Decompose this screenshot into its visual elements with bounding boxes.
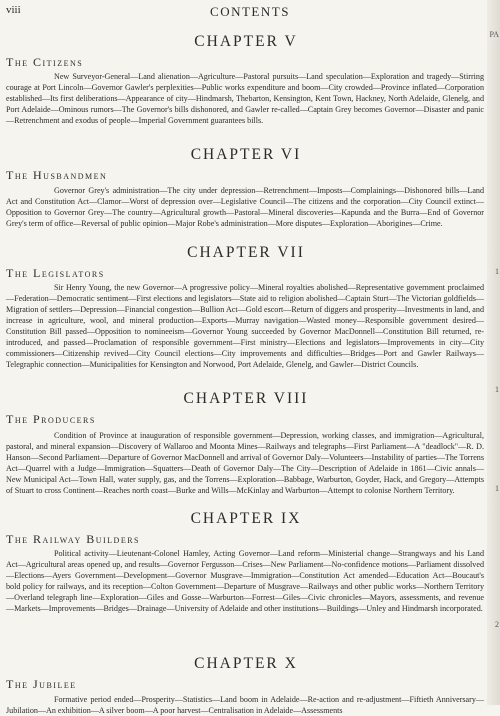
section-summary: Governor Grey's administration—The city under depression—Retrenchment—Imposts—Complainings—Dishonored bills—Land Act and Constitution Act—Clamor—Worst of depression over—Legislative Council—The citizens and the corporation—City Council extinct—Opposition to Governor Grey—The country—Agricultural growth—Pastoral—Mineral discoveries—Kapunda and the Burra—End of Governor Grey's term of office—Reversal of public opinion—Major Robe's administration—More disputes—Exploration—Aborigines—Crime. [6,186,484,228]
section-heading: The Jubilee [6,677,77,691]
chapter-heading: CHAPTER VII [187,244,305,261]
chapter-heading: CHAPTER VIII [183,390,309,407]
page-number: viii [6,4,21,16]
chapter-heading: CHAPTER X [194,655,298,672]
page-title: CONTENTS [210,4,290,19]
gutter-text-1: PA [489,30,499,39]
gutter-text-2: 1 [495,267,499,276]
section-summary: Sir Henry Young, the new Governor—A progressive policy—Mineral royalties abolished—Representative government proclaimed—Federation—Democratic sentiment—First elections and legislators—State aid to religion abolished—Captain Sturt—The Victorian goldfields—Migration of settlers—Depression—Financial congestion—Bullion Act—Gold escort—Return of diggers and prosperity—Investments in land, and increase in agriculture, wool, and mineral production—Exports—Murray navigation—Wasted money—Responsible government desired—Constitution Bill passed—Opposition to nomineeism—Governor Young succeeded by Governor MacDonnell—Constitution Bill returned, re-introduced, and passed—Proclamation of responsible government—First ministry—Elections and legislators—Improvements in city—City commissioners—Citizenship revived—City Council elections—City improvements and difficulties—Bridges—Port and Gawler Railways—Telegraphic connection—Municipalities for Kensington and Norwood, Port Adelaide, Glenelg, and Gawler—District Councils. [6,283,484,369]
section-summary: Political activity—Lieutenant-Colonel Hamley, Acting Governor—Land reform—Ministerial change—Strangways and his Land Act—Agricultural areas opened up, and results—Governor Fergusson—Crises—New Parliament—No-confidence motions—Parliament dissolved—Elections—Ayers Government—Development—Governor Musgrave—Immigration—Constitution Act amended—Education Act—Boucaut's bold policy for railways, and its reception—Colton Government—Departure of Musgrave—Railways and other public works—Northern Territory—Overland telegraph line—Exploration—Giles and Gosse—Warburton—Forrest—Giles—Civic chronicles—Mayors, assessments, and revenue—Markets—Improvements—Bridges—Drainage—University of Adelaide and other institutions—Buildings—Unley and Hindmarsh incorporated. [6,549,484,613]
gutter-text-5: 2 [495,620,499,629]
section-heading: The Legislators [6,266,105,280]
section-summary: Formative period ended—Prosperity—Statistics—Land boom in Adelaide—Re-action and re-adjustment—Fiftieth Anniversary—Jubilation—An exhibition—A silver boom—A poor harvest—Centralisation in Adelaide—Assessments [6,695,484,715]
section-heading: The Citizens [6,55,84,69]
chapter-heading: CHAPTER V [194,33,298,50]
section-heading: The Producers [6,412,96,426]
facing-page-edge [487,0,500,705]
section-heading: The Railway Builders [6,532,140,546]
gutter-text-4: 1 [495,484,499,493]
chapter-heading: CHAPTER IX [190,510,302,527]
section-heading: The Husbandmen [6,168,108,182]
section-summary: New Surveyor-General—Land alienation—Agriculture—Pastoral pursuits—Land speculation—Exploration and tragedy—Stirring courage at Port Lincoln—Governor Gawler's perplexities—Public works expenditure and boom—City crowded—Province inflated—Corporation established—Its first deliberations—Appearance of city—Hindmarsh, Thebarton, Kensington, Kent Town, Hackney, North Adelaide, Glenelg, and Port Adelaide—Ominous rumors—The Governor's bills dishonored, and Gawler re-called—Captain Grey becomes Governor—Disaster and panic—Retrenchment and exodus of people—Imperial Government guarantees bills. [6,72,484,125]
gutter-text-3: 1 [495,385,499,394]
chapter-heading: CHAPTER VI [190,146,302,163]
section-summary: Condition of Province at inauguration of responsible government—Depression, working classes, and immigration—Agricultural, pastoral, and mineral expansion—Discovery of Wallaroo and Moonta Mines—Railways and telegraphs—First Parliament—A "deadlock"—R. D. Hanson—Second Parliament—Departure of Governor MacDonnell and arrival of Governor Daly—Volunteers—Instability of parties—The Torrens Act—Quarrel with a Judge—Immigration—Squatters—Death of Governor Daly—The City—Description of Adelaide in 1861—Civic annals—New Municipal Act—Town Hall, water supply, gas, and the Torrens—Exploration—Babbage, Warburton, Goyder, Hack, and Gregory—Attempts of Stuart to cross Continent—Reaches north coast—Burke and Wills—McKinlay and Warburton—Attempt to colonise Northern Territory. [6,431,484,495]
